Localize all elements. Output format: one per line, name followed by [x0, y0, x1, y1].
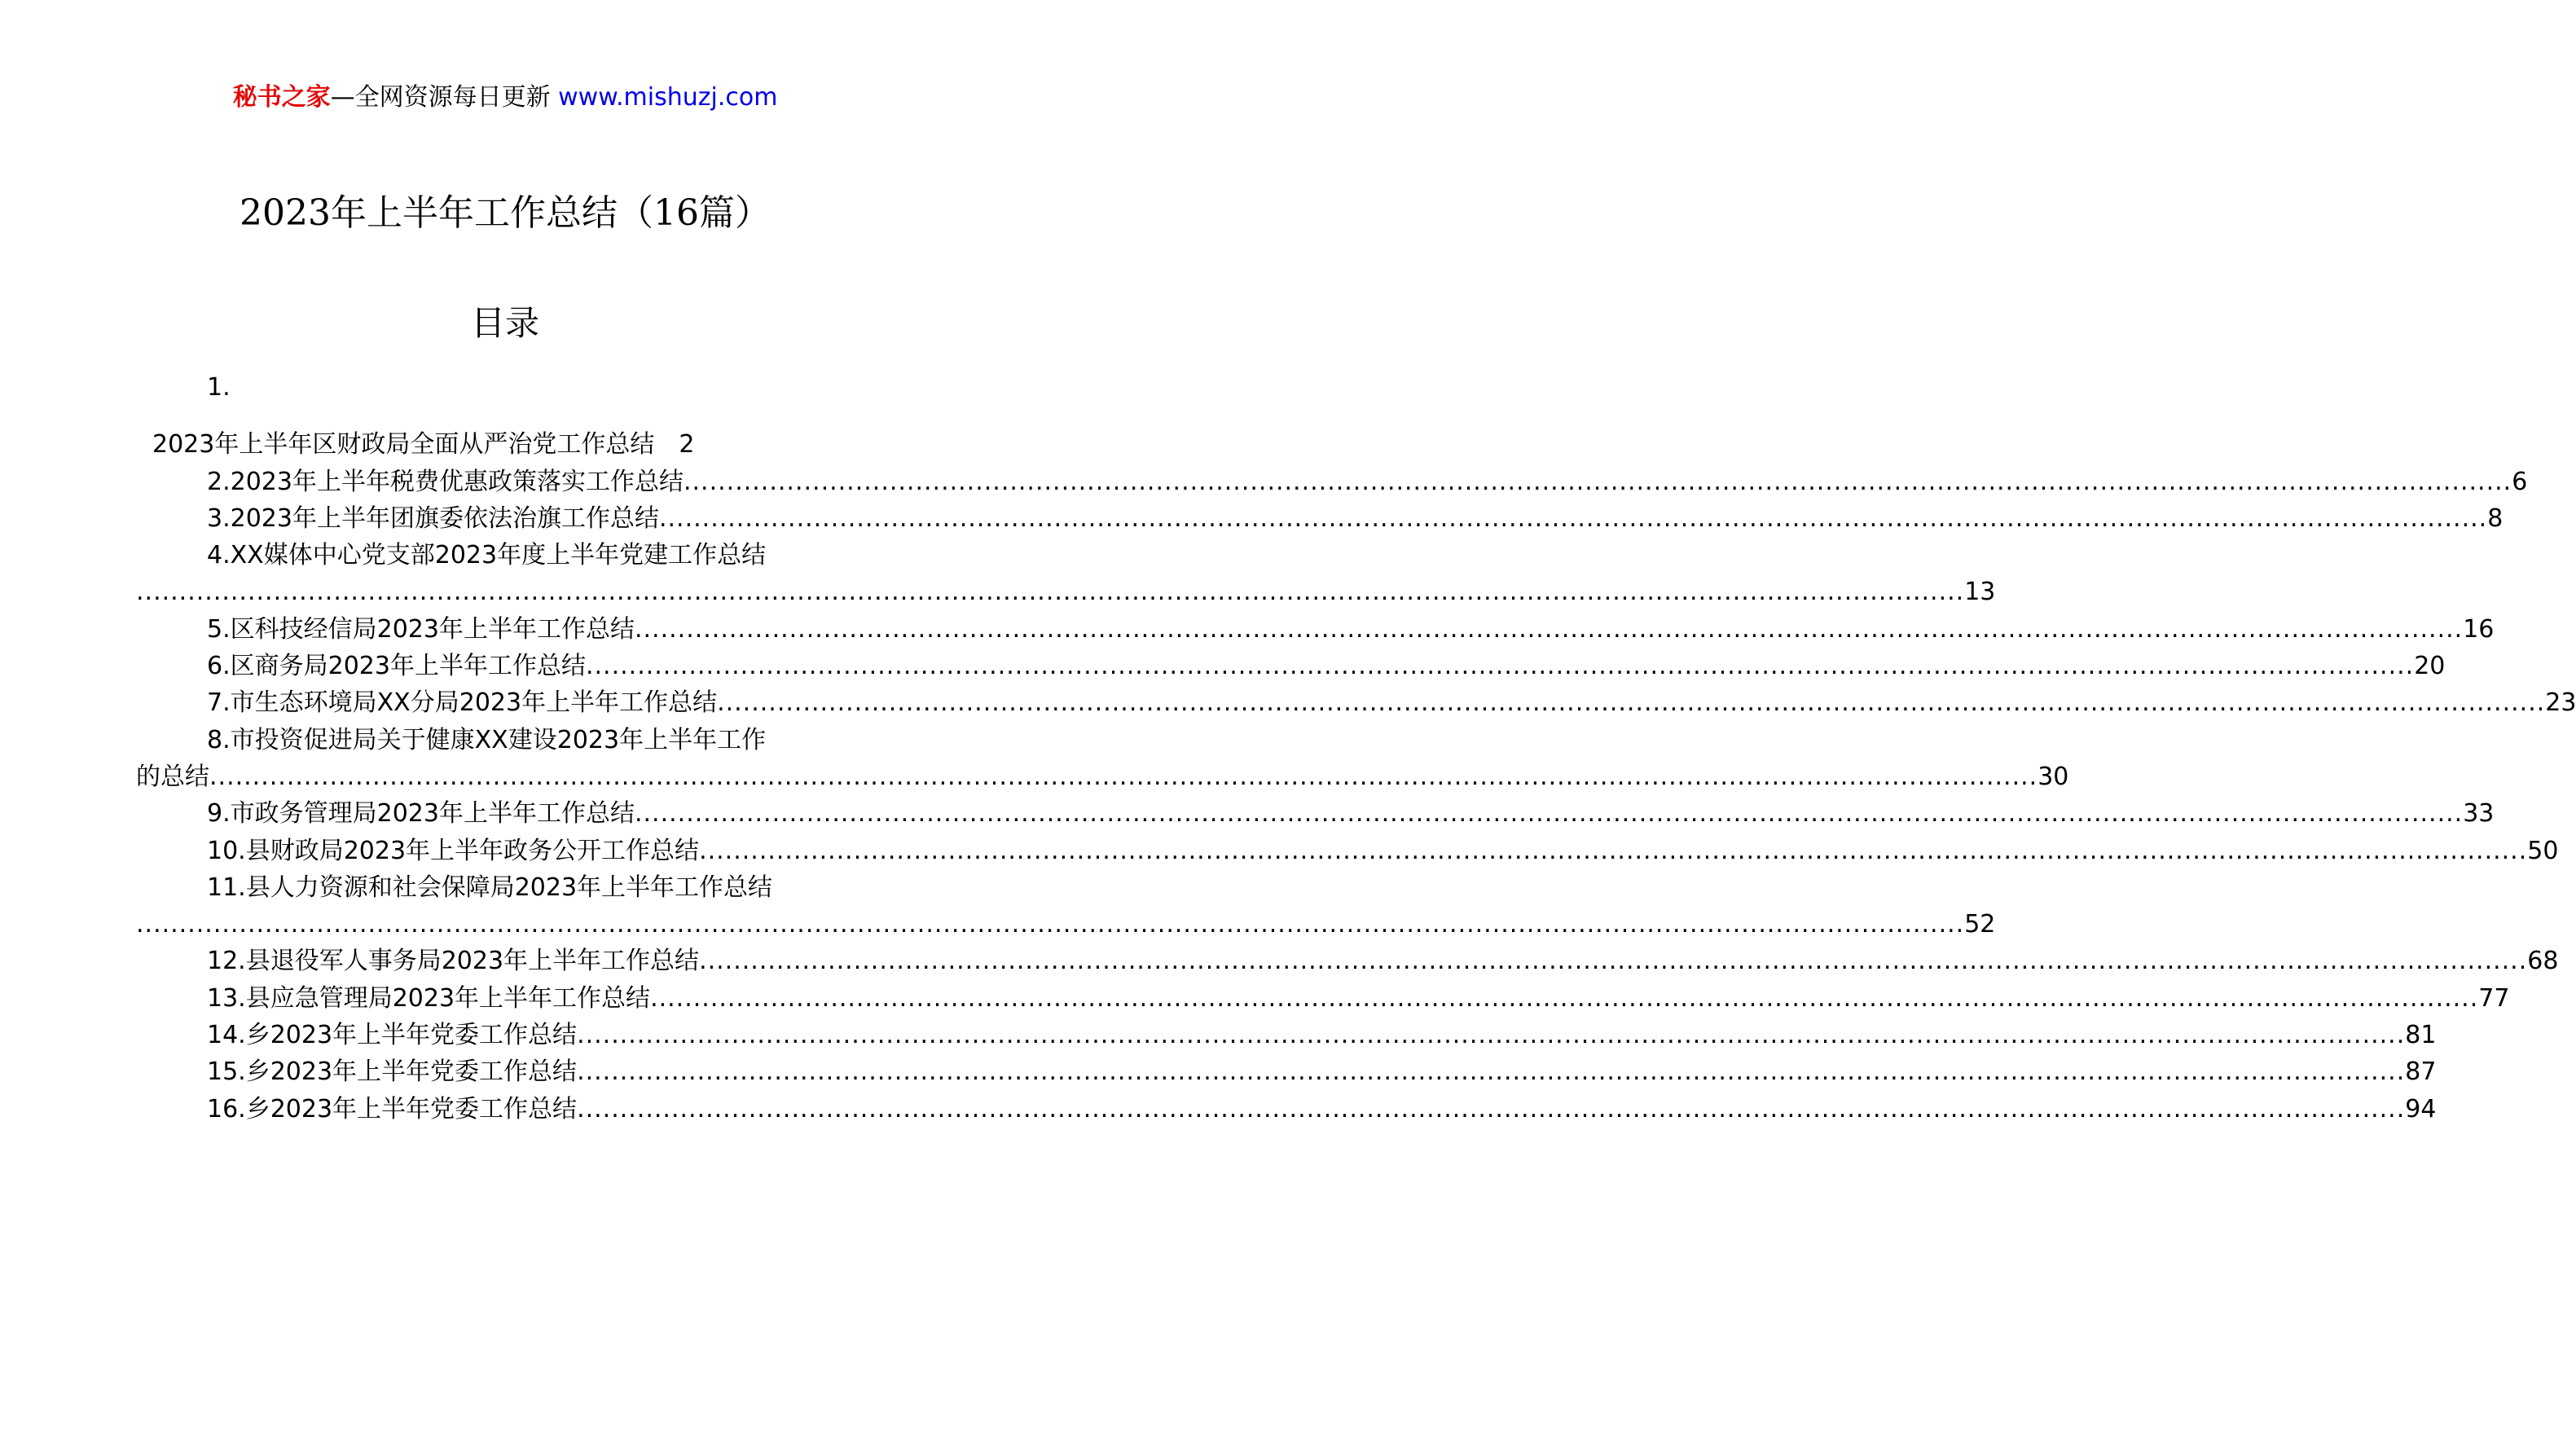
- toc-item-3-title: 3.2023年上半年团旗委依法治旗工作总结: [207, 503, 659, 533]
- toc-item-6-title: 6.区商务局2023年上半年工作总结: [207, 652, 586, 681]
- toc-leader-dots: [659, 500, 2487, 537]
- toc-item-7[interactable]: [152, 684, 2576, 721]
- toc-item-11-page: 52: [1964, 910, 1996, 939]
- toc-item-9[interactable]: [152, 795, 2495, 832]
- toc-item-15-title: 15.乡2023年上半年党委工作总结: [207, 1057, 578, 1087]
- toc-item-12-title: 12.县退役军人事务局2023年上半年工作总结: [207, 947, 700, 976]
- toc-item-6-page: 20: [2414, 652, 2446, 681]
- toc-item-5[interactable]: [152, 611, 2495, 648]
- table-of-contents: [136, 373, 2576, 1128]
- site-url-link[interactable]: www.mishuzj.com: [558, 83, 778, 112]
- toc-item-8-title-line1: 8.市投资促进局关于健康XX建设2023年上半年工作: [207, 725, 767, 754]
- title-count: 16: [653, 192, 699, 234]
- toc-leader-dots: [586, 648, 2414, 684]
- toc-leader-dots: [577, 1053, 2405, 1090]
- toc-item-8-continuation[interactable]: [136, 758, 2069, 795]
- toc-item-9-title: 9.市政务管理局2023年上半年工作总结: [207, 799, 635, 829]
- toc-item-4[interactable]: [152, 537, 853, 574]
- toc-item-1[interactable]: [152, 373, 853, 430]
- toc-heading: 目录: [470, 303, 539, 343]
- toc-leader-dots: [717, 684, 2545, 721]
- toc-item-8-title-line2: 的总结: [136, 762, 209, 791]
- toc-leader-dots: [209, 758, 2038, 795]
- toc-item-14-title: 14.乡2023年上半年党委工作总结: [207, 1021, 578, 1050]
- toc-item-12-page: 68: [2527, 947, 2559, 976]
- toc-leader-dots: [699, 833, 2527, 869]
- toc-leader-dots: [650, 980, 2478, 1017]
- toc-item-9-page: 33: [2463, 799, 2495, 829]
- toc-leader-dots: [577, 1091, 2405, 1128]
- toc-leader-dots: [699, 943, 2527, 979]
- site-tagline: —全网资源每日更新: [330, 83, 551, 112]
- toc-item-13-title: 13.县应急管理局2023年上半年工作总结: [207, 983, 651, 1013]
- title-year: 2023: [240, 192, 331, 234]
- toc-leader-dots: [684, 464, 2512, 500]
- toc-item-5-page: 16: [2463, 614, 2495, 644]
- toc-item-1-title-row[interactable]: [152, 426, 853, 463]
- toc-item-13-page: 77: [2478, 983, 2510, 1013]
- toc-item-7-title: 7.市生态环境局XX分局2023年上半年工作总结: [207, 688, 718, 718]
- toc-item-4-continuation[interactable]: [136, 574, 1996, 610]
- toc-item-7-page: 23: [2545, 688, 2576, 718]
- toc-item-10[interactable]: [152, 833, 2559, 869]
- toc-item-16[interactable]: [152, 1091, 2437, 1128]
- toc-item-11-continuation[interactable]: [136, 906, 1996, 943]
- site-header: [0, 81, 1010, 114]
- toc-item-11-title: 11.县人力资源和社会保障局2023年上半年工作总结: [207, 873, 773, 902]
- brand-name: 秘书之家: [232, 83, 331, 112]
- toc-item-2[interactable]: [152, 464, 2528, 500]
- toc-item-16-title: 16.乡2023年上半年党委工作总结: [207, 1094, 578, 1123]
- toc-leader-dots: [136, 574, 1964, 610]
- toc-item-13[interactable]: [152, 980, 2510, 1017]
- toc-item-2-title: 2.2023年上半年税费优惠政策落实工作总结: [207, 467, 684, 496]
- toc-item-4-title: 4.XX媒体中心党支部2023年度上半年党建工作总结: [207, 541, 767, 570]
- toc-item-8-page: 30: [2038, 762, 2069, 791]
- toc-item-10-title: 10.县财政局2023年上半年政务公开工作总结: [207, 836, 700, 865]
- toc-item-15[interactable]: [152, 1053, 2437, 1090]
- toc-leader-dots: [577, 1017, 2405, 1053]
- toc-item-1-title: 2023年上半年区财政局全面从严治党工作总结: [152, 430, 655, 459]
- toc-item-5-title: 5.区科技经信局2023年上半年工作总结: [207, 614, 635, 644]
- toc-item-8[interactable]: [152, 722, 853, 758]
- toc-item-12[interactable]: [152, 943, 2559, 979]
- toc-item-14-page: 81: [2405, 1021, 2437, 1050]
- toc-item-4-page: 13: [1964, 578, 1996, 607]
- toc-item-1-page: 2: [679, 430, 695, 459]
- toc-leader-dots: [635, 611, 2463, 648]
- toc-item-16-page: 94: [2405, 1094, 2437, 1123]
- toc-leader-dots: [136, 906, 1964, 943]
- toc-item-3[interactable]: [152, 500, 2503, 537]
- toc-item-1-number: 1.: [207, 373, 231, 402]
- toc-leader-dots: [635, 795, 2463, 832]
- toc-item-11[interactable]: [152, 869, 853, 906]
- toc-item-3-page: 8: [2487, 503, 2503, 533]
- toc-item-2-page: 6: [2512, 467, 2528, 496]
- document-title: [0, 191, 1010, 236]
- toc-item-10-page: 50: [2527, 836, 2559, 865]
- title-suffix: 篇）: [698, 192, 771, 234]
- title-text: 年上半年工作总结（: [330, 192, 653, 234]
- toc-item-14[interactable]: [152, 1017, 2437, 1053]
- toc-item-6[interactable]: [152, 648, 2446, 684]
- toc-item-15-page: 87: [2405, 1057, 2437, 1087]
